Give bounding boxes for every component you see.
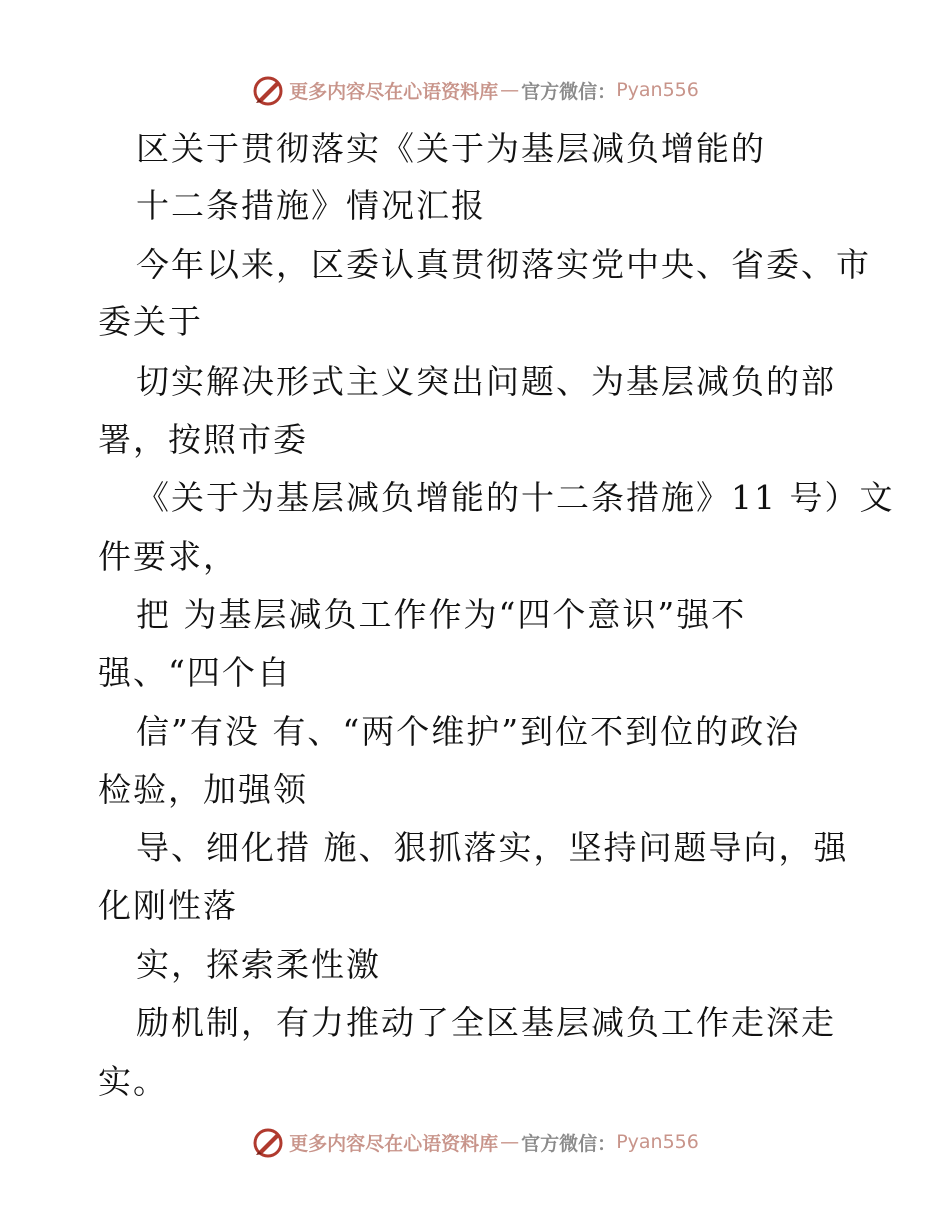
paragraph-line: 署，按照市委 [98,420,308,459]
paragraph-line: 《关于为基层减负增能的十二条措施》11 号）文 [136,478,895,517]
title-line-2: 十二条措施》情况汇报 [136,186,486,225]
paragraph-line: 委关于 [98,302,203,341]
title-line-1: 区关于贯彻落实《关于为基层减负增能的 [136,129,766,168]
pen-logo-icon [251,1125,285,1159]
paragraph-line: 实。 [98,1062,168,1101]
paragraph-line: 件要求， [98,537,238,576]
paragraph-line: 切实解决形式主义突出问题、为基层减负的部 [136,362,836,401]
paragraph-line: 实，探索柔性激 [136,945,381,984]
footer-site-name: 更多内容尽在心语资料库 [289,1132,499,1155]
paragraph-line: 励机制，有力推动了全区基层减负工作走深走 [136,1003,836,1042]
paragraph-line: 化刚性落 [98,886,238,925]
header-dash: — [500,79,520,101]
paragraph-line: 导、细化措 施、狠抓落实，坚持问题导向，强 [136,828,849,867]
header-wechat-id: Pyan556 [616,79,699,101]
paragraph-line: 今年以来，区委认真贯彻落实党中央、省委、市 [136,245,871,284]
paragraph-line: 强、“四个自 [98,653,292,692]
footer-wechat-label: 官方微信： [521,1132,617,1155]
paragraph-line: 检验，加强领 [98,770,308,809]
footer-dash: — [500,1131,520,1153]
footer-wechat-id: Pyan556 [616,1131,699,1153]
header-wechat-label: 官方微信： [521,80,617,103]
paragraph-line: 把 为基层减负工作作为“四个意识”强不 [136,595,747,634]
header-site-name: 更多内容尽在心语资料库 [289,80,499,103]
paragraph-line: 信”有没 有、“两个维护”到位不到位的政治 [136,712,801,751]
footer-banner [0,1122,950,1162]
